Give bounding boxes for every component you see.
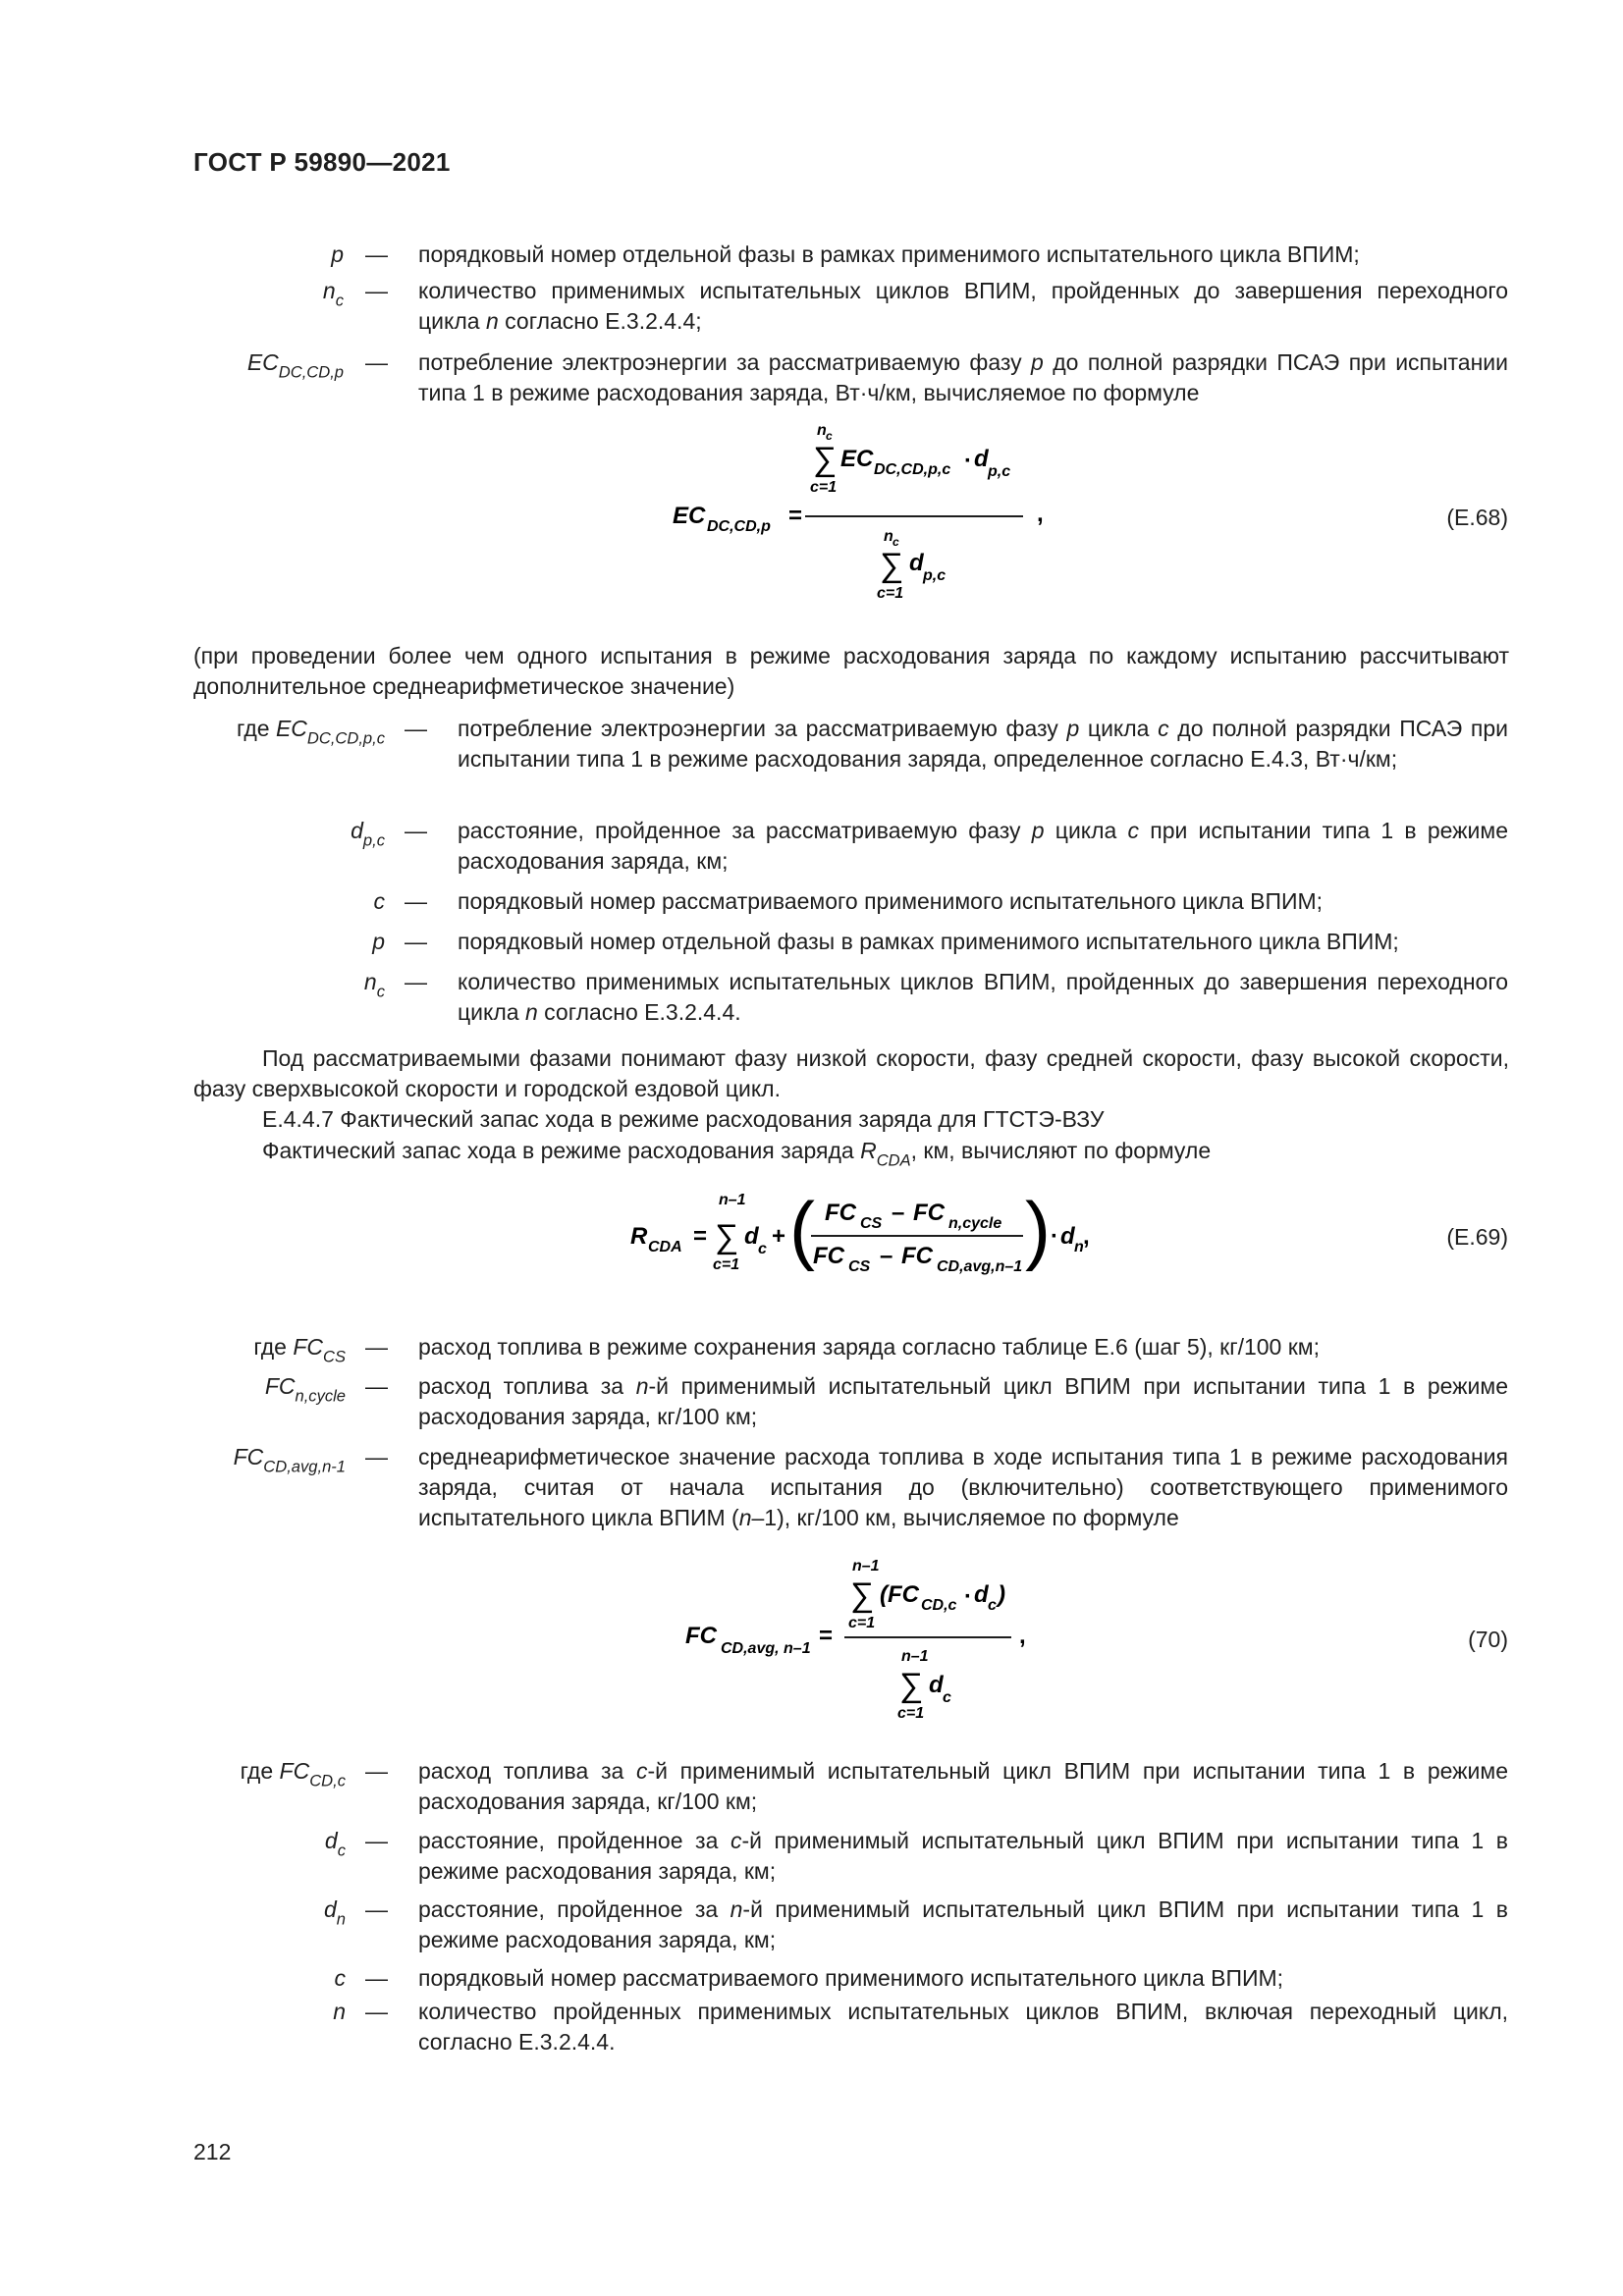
definition-symbol: $FC_{CD,avg,n-1}$: [233, 1444, 346, 1476]
definition-text: потребление электроэнергии за рассматриваемую фазу p цикла c до полной разрядки ПСАЭ при испытании типа 1 в режиме расходования заряда, определенное согласно Е.4.3, Вт·ч/км;: [458, 716, 1508, 772]
definition-symbol: где $FC_{CD,c}$: [240, 1758, 346, 1790]
eq68-den-d: d: [909, 550, 924, 576]
eq68-num-upper: n: [817, 422, 827, 439]
eq68-den-d-sub: p,c: [923, 567, 947, 584]
note-paragraph: (при проведении более чем одного испытания в режиме расходования заряда по каждому испытанию рассчитывают дополнительное среднеарифметическое значение): [193, 643, 1509, 699]
eq69-sum-lower: c=1: [713, 1256, 740, 1273]
section-title: Е.4.4.7 Фактический запас хода в режиме расходования заряда для ГТСТЭ-ВЗУ: [262, 1106, 1105, 1132]
equation-e69-graphic: [628, 1183, 1090, 1291]
eq68-num-term: EC: [840, 446, 874, 472]
definition-text: количество пройденных применимых испытательных циклов ВПИМ, включая переходный цикл, согласно Е.3.2.4.4.: [418, 1999, 1508, 2055]
definition-symbol: p: [331, 241, 344, 267]
definition-text: порядковый номер рассматриваемого применимого испытательного цикла ВПИМ;: [458, 888, 1324, 914]
eq68-num-sigma: ∑: [813, 441, 838, 478]
eq69-close-paren: ): [1025, 1186, 1051, 1272]
eq69-sigma: ∑: [715, 1218, 739, 1255]
eq69-den-a: FC: [813, 1243, 844, 1269]
definition-text: количество применимых испытательных циклов ВПИМ, пройденных до завершения переходного цикла n согласно Е.3.2.4.4.: [458, 969, 1508, 1025]
definition-symbol: $EC_{DC,CD,p}$: [246, 349, 344, 382]
definition-text: расстояние, пройденное за c-й применимый испытательный цикл ВПИМ при испытании типа 1 в режиме расходования заряда, км;: [418, 1828, 1508, 1884]
eq68-num-term-sub: DC,CD,p,c: [874, 461, 951, 478]
equation-70-graphic: [677, 1553, 1051, 1730]
equation-number-70: (70): [1468, 1627, 1508, 1652]
definition-symbol: p: [372, 929, 385, 954]
eq69-comma: ,: [1083, 1223, 1090, 1250]
definition-dash: —: [365, 1444, 388, 1469]
definition-dash: —: [365, 1334, 388, 1360]
eq68-num-d: d: [974, 446, 989, 472]
definition-symbol: n: [333, 1999, 346, 2024]
eq70-num-lower: c=1: [848, 1615, 876, 1631]
eq70-num-term-sub: CD,c: [921, 1597, 957, 1614]
eq69-num-b: FC: [913, 1200, 945, 1226]
eq68-lhs: EC: [673, 503, 706, 529]
eq68-equals: =: [788, 503, 803, 529]
eq68-den-lower: c=1: [877, 585, 904, 602]
eq69-open-paren: (: [789, 1186, 815, 1272]
definition-symbol: $n_c$: [363, 969, 385, 1001]
eq70-num-upper: n–1: [852, 1558, 880, 1575]
definition-symbol: $d_{p,c}$: [351, 818, 385, 850]
eq69-sum-upper: n–1: [719, 1192, 746, 1208]
definition-dash: —: [365, 278, 388, 303]
eq68-den-upper: n: [884, 528, 893, 545]
definition-dash: —: [405, 929, 427, 954]
definition-text: потребление электроэнергии за рассматриваемую фазу p до полной разрядки ПСАЭ при испытании типа 1 в режиме расходования заряда, Вт·ч/км, вычисляемое по формуле: [418, 349, 1508, 405]
eq70-comma: ,: [1019, 1623, 1026, 1649]
eq70-lhs: FC: [685, 1623, 717, 1649]
definition-dash: —: [365, 1373, 388, 1399]
eq70-den-sigma: ∑: [899, 1667, 924, 1704]
definition-symbol: где $FC_{CS}$: [253, 1334, 346, 1366]
definition-symbol: $d_c$: [324, 1828, 346, 1860]
eq69-den-minus: –: [880, 1243, 893, 1269]
equation-e68-graphic: [658, 417, 1070, 614]
definition-dash: —: [405, 716, 427, 741]
eq68-comma: ,: [1037, 501, 1044, 527]
definition-symbol: $FC_{n,cycle}$: [264, 1373, 346, 1406]
eq69-sum-d: d: [744, 1223, 759, 1250]
eq70-den-lower: c=1: [897, 1705, 925, 1722]
eq70-lhs-sub: CD,avg, n–1: [721, 1640, 811, 1657]
eq70-den-upper: n–1: [901, 1648, 929, 1665]
eq69-num-b-sub: n,cycle: [948, 1215, 1002, 1232]
definition-text: среднеарифметическое значение расхода топлива в ходе испытания типа 1 в режиме расходования заряда, считая от начала испытания до (включительно) соответствующего применимого испытательного цикла ВПИМ (n–1), кг/100 км, вычисляемое по формуле: [418, 1444, 1508, 1530]
eq69-num-a-sub: CS: [860, 1215, 883, 1232]
eq69-sum-d-sub: c: [758, 1241, 767, 1257]
eq69-lhs-sub: CDA: [648, 1239, 682, 1255]
definition-dash: —: [365, 1896, 388, 1922]
definition-text: порядковый номер отдельной фазы в рамках применимого испытательного цикла ВПИМ;: [458, 929, 1399, 954]
eq69-den-a-sub: CS: [848, 1258, 871, 1275]
eq69-lhs: R: [630, 1223, 648, 1250]
eq70-num-d: d: [974, 1581, 989, 1608]
definition-symbol: c: [373, 888, 385, 914]
eq68-lhs-sub: DC,CD,p: [707, 518, 771, 535]
equation-70: [677, 1553, 1051, 1730]
definition-dash: —: [365, 1828, 388, 1853]
equation-number-e69: (Е.69): [1446, 1224, 1508, 1250]
eq69-tail-d-sub: n: [1074, 1239, 1084, 1255]
equation-e68: [658, 417, 1070, 614]
eq69-dot: ·: [1051, 1223, 1058, 1250]
definition-text: расход топлива в режиме сохранения заряда согласно таблице Е.6 (шаг 5), кг/100 км;: [418, 1334, 1321, 1360]
eq68-den-upper-sub: c: [893, 535, 899, 549]
definition-text: расстояние, пройденное за n-й применимый испытательный цикл ВПИМ при испытании типа 1 в режиме расходования заряда, км;: [418, 1896, 1508, 1952]
eq70-den-d-sub: c: [943, 1689, 951, 1706]
page-number: 212: [193, 2139, 232, 2164]
definition-symbol: c: [334, 1965, 346, 1991]
definition-text: порядковый номер рассматриваемого применимого испытательного цикла ВПИМ;: [418, 1965, 1284, 1991]
eq68-num-lower: c=1: [810, 479, 838, 496]
eq70-num-term: (FC: [880, 1581, 919, 1608]
definition-symbol: $d_n$: [324, 1896, 346, 1929]
definition-dash: —: [405, 969, 427, 994]
definition-text: расход топлива за c-й применимый испытательный цикл ВПИМ при испытании типа 1 в режиме расходования заряда, кг/100 км;: [418, 1758, 1508, 1814]
definition-dash: —: [365, 349, 388, 375]
definition-text: расстояние, пройденное за рассматриваемую фазу p цикла c при испытании типа 1 в режиме расходования заряда, км;: [458, 818, 1508, 874]
phases-paragraph: Под рассматриваемыми фазами понимают фазу низкой скорости, фазу средней скорости, фазу высокой скорости, фазу сверхвысокой скорости и городской ездовой цикл.: [193, 1045, 1509, 1101]
eq69-tail-d: d: [1060, 1223, 1075, 1250]
eq68-num-d-sub: p,c: [988, 463, 1011, 480]
eq69-den-b: FC: [901, 1243, 933, 1269]
section-text: Фактический запас хода в режиме расходования заряда $R_{CDA}$, км, вычисляют по формуле: [262, 1138, 1212, 1170]
definition-symbol: $n_c$: [322, 278, 344, 310]
equation-number-e68: (Е.68): [1446, 505, 1508, 530]
eq68-num-dot: ·: [964, 448, 972, 474]
document-header: ГОСТ Р 59890—2021: [193, 147, 451, 177]
eq70-den-d: d: [929, 1672, 944, 1698]
definition-dash: —: [405, 818, 427, 843]
equation-e69: [628, 1183, 1090, 1291]
eq69-den-b-sub: CD,avg,n–1: [937, 1258, 1023, 1275]
eq69-plus: +: [772, 1223, 786, 1250]
definition-dash: —: [365, 1965, 388, 1991]
eq69-equals: =: [693, 1223, 708, 1250]
eq70-equals: =: [819, 1623, 834, 1649]
eq70-num-dot: ·: [964, 1583, 972, 1610]
definition-text: количество применимых испытательных циклов ВПИМ, пройденных до завершения переходного цикла n согласно Е.3.2.4.4;: [418, 278, 1508, 334]
eq69-num-a: FC: [825, 1200, 856, 1226]
definition-dash: —: [405, 888, 427, 914]
definition-symbol: где $EC_{DC,CD,p,c}$: [237, 716, 385, 748]
eq69-num-minus: –: [892, 1200, 905, 1226]
eq70-num-close: ): [998, 1581, 1005, 1608]
definition-dash: —: [365, 1758, 388, 1784]
eq68-num-upper-sub: c: [826, 429, 833, 443]
definition-text: расход топлива за n-й применимый испытательный цикл ВПИМ при испытании типа 1 в режиме расходования заряда, кг/100 км;: [418, 1373, 1509, 1429]
definition-text: порядковый номер отдельной фазы в рамках применимого испытательного цикла ВПИМ;: [418, 241, 1360, 267]
eq68-den-sigma: ∑: [880, 547, 904, 584]
definition-dash: —: [365, 241, 388, 267]
definition-dash: —: [365, 1999, 388, 2024]
eq70-num-d-sub: c: [988, 1597, 997, 1614]
eq70-num-sigma: ∑: [850, 1576, 875, 1614]
